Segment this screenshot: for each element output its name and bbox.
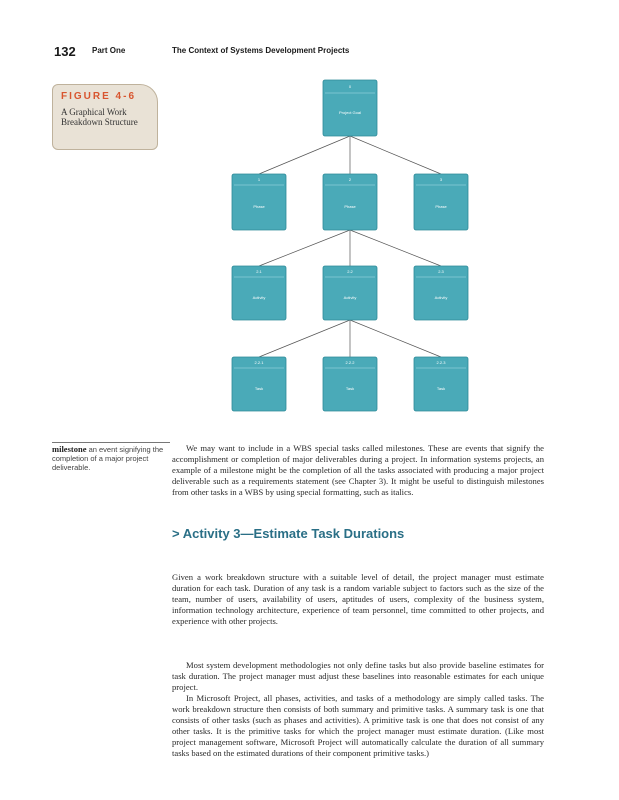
running-head-title: The Context of Systems Development Projects — [172, 46, 350, 55]
body-paragraph — [172, 572, 544, 627]
node-id: 0 — [348, 84, 352, 89]
paragraph-text: In Microsoft Project, all phases, activities, and tasks of a methodology are simply called tasks. The work breakdown structure then consists of both summary and primitive tasks. A summary task is one that consists of other tasks (such as phases and activities). A primitive task is one that does not consist of any other tasks. It is the primitive tasks for which the project manager must estimate duration. (Like most project management software, Microsoft Project will automatically calculate the duration of all summary tasks based on the estimated durations of their component primitive tasks.) — [172, 693, 544, 758]
node-id: 2 — [348, 177, 352, 182]
node-id: 2.2.1 — [254, 360, 264, 365]
node-label: Activity — [434, 295, 448, 300]
wbs-node-task — [323, 357, 377, 411]
paragraph-text: Given a work breakdown structure with a suitable level of detail, the project manager must estimate duration for each task. Duration of any task is a random variable subject to factors such as the size of the team, number of users, availability of users, aptitudes of users, complexity of the business system, information technology architecture, experience of team personnel, time committed to other projects, and experience with other projects. — [172, 572, 544, 626]
margin-definition — [52, 445, 168, 472]
connector — [350, 136, 441, 174]
wbs-node-activity — [232, 266, 286, 320]
margin-divider — [52, 442, 170, 443]
connectors — [259, 136, 441, 357]
paragraph-text: Most system development methodologies not only define tasks but also provide baseline estimates for task duration. The project manager must adjust these baselines into reasonable estimates for each unique project. — [172, 660, 544, 692]
node-id: 2.2 — [347, 269, 353, 274]
page-number: 132 — [54, 44, 76, 59]
node-label: Phase — [253, 204, 265, 209]
node-label: Phase — [435, 204, 447, 209]
wbs-node-phase — [323, 174, 377, 230]
body-paragraph — [172, 660, 544, 693]
node-id: 2.1 — [256, 269, 262, 274]
connector — [259, 320, 350, 357]
node-label: Task — [436, 386, 446, 391]
node-label: Phase — [344, 204, 356, 209]
node-id: 1 — [257, 177, 261, 182]
section-arrow-icon: > — [172, 526, 180, 541]
paragraph-text: We may want to include in a WBS special tasks called milestones. These are events that signify the accomplishment or completion of major deliverables during a project. In information systems projects, an example of a milestone might be the completion of all the tasks associated with producing a major project deliverable such as a requirements statement (see Chapter 3). It might be useful to distinguish milestones from other tasks in a WBS by using special formatting, such as italics. — [172, 443, 544, 497]
body-paragraph — [172, 693, 544, 759]
connector — [350, 320, 441, 357]
part-label: Part One — [92, 46, 126, 55]
node-label: Project Goal — [338, 110, 362, 115]
node-id: 2.3 — [438, 269, 444, 274]
section-title: Activity 3—Estimate Task Durations — [182, 526, 405, 541]
wbs-node-root — [323, 80, 377, 136]
node-label: Task — [345, 386, 355, 391]
figure-label: FIGURE 4-6 — [61, 91, 137, 102]
connector — [350, 230, 441, 266]
wbs-node-task — [414, 357, 468, 411]
node-id: 2.2.2 — [345, 360, 355, 365]
node-id: 2.2.3 — [436, 360, 446, 365]
connector — [259, 230, 350, 266]
node-id: 3 — [439, 177, 443, 182]
wbs-node-activity — [323, 266, 377, 320]
body-paragraph — [172, 443, 544, 498]
margin-term-definition: an event signifying the completion of a major project deliverable. — [52, 445, 164, 472]
margin-term: milestone — [52, 444, 87, 454]
node-label: Activity — [343, 295, 357, 300]
wbs-node-task — [232, 357, 286, 411]
node-label: Activity — [252, 295, 266, 300]
node-label: Task — [254, 386, 264, 391]
section-heading — [172, 526, 404, 541]
wbs-node-phase — [414, 174, 468, 230]
wbs-node-activity — [414, 266, 468, 320]
wbs-node-phase — [232, 174, 286, 230]
connector — [259, 136, 350, 174]
figure-caption: A Graphical Work Breakdown Structure — [61, 107, 138, 127]
